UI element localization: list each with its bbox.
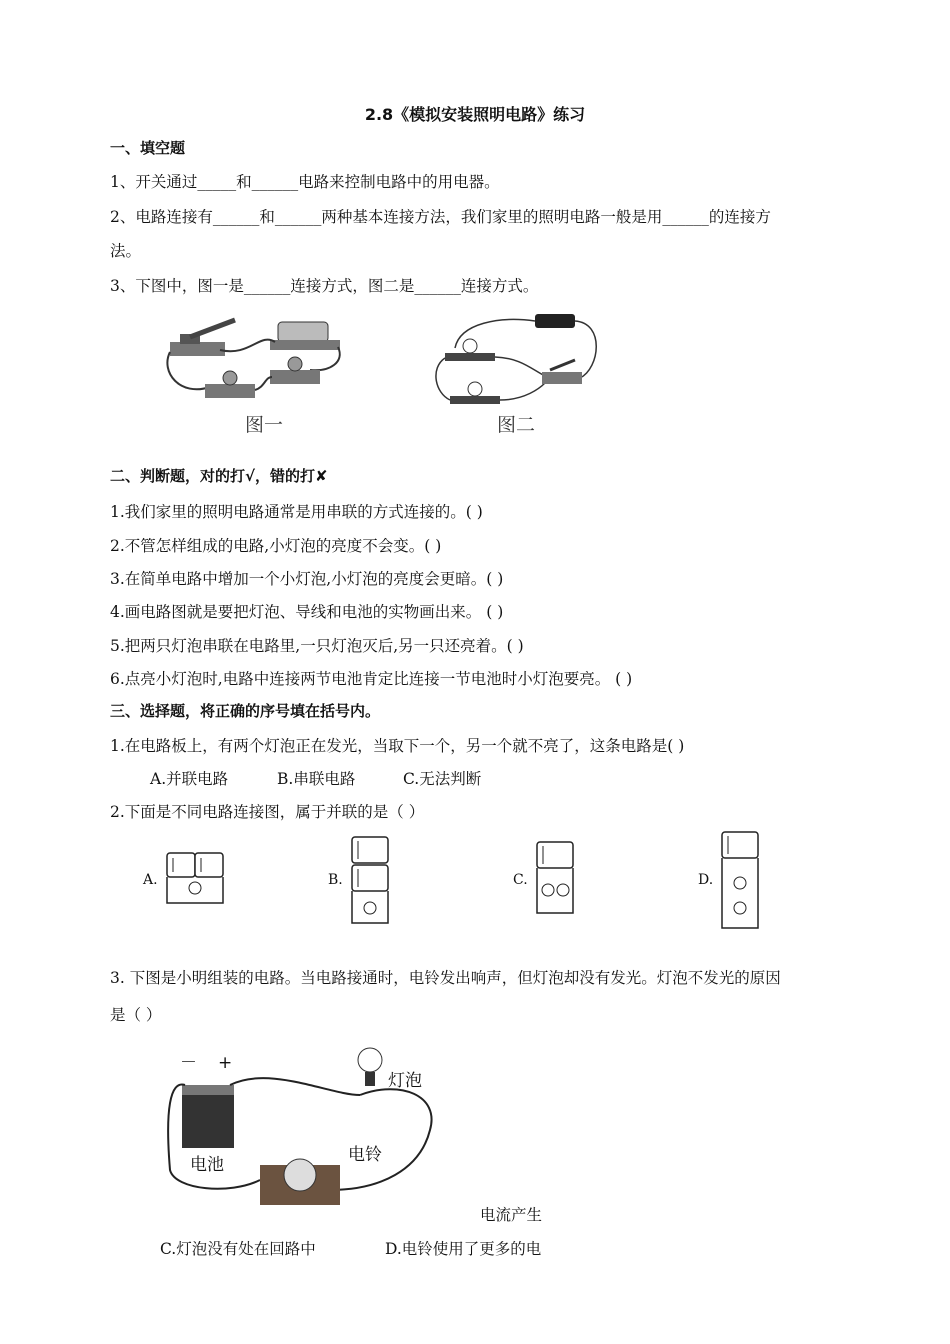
figure-two-caption: 图二 <box>497 414 536 436</box>
diagram-c <box>533 838 578 918</box>
figure-one-series-circuit <box>160 312 350 412</box>
bell-label: 电铃 <box>348 1145 382 1165</box>
choice-question-3-cont: 是（ ） <box>110 1006 162 1024</box>
diagram-c-label: C. <box>513 872 528 888</box>
choice-3-option-c: C.灯泡没有处在回路中 <box>160 1240 316 1258</box>
diagram-b-label: B. <box>328 872 343 888</box>
battery-label: 电池 <box>190 1155 224 1175</box>
figure-three-circuit <box>160 1040 460 1210</box>
choice-1-option-b: B.串联电路 <box>277 770 356 788</box>
fill-question-1: 1、开关通过_____和______电路来控制电路中的用电器。 <box>110 173 500 191</box>
diagram-a-label: A. <box>143 872 158 888</box>
choice-3-partial-option: 电流产生 <box>480 1206 543 1224</box>
figure-two-parallel-circuit <box>430 308 610 413</box>
choice-3-option-d: D.电铃使用了更多的电 <box>385 1240 542 1258</box>
choice-1-option-a: A.并联电路 <box>150 770 229 788</box>
page-title: 2.8《模拟安装照明电路》练习 <box>364 105 586 124</box>
choice-question-3: 3. 下图是小明组装的电路。当电路接通时，电铃发出响声，但灯泡却没有发光。灯泡不发光的原因 <box>110 969 781 987</box>
choice-question-1: 1.在电路板上，有两个灯泡正在发光，当取下一个，另一个就不亮了，这条电路是( ) <box>110 737 685 755</box>
choice-question-2: 2.下面是不同电路连接图，属于并联的是（ ） <box>110 803 425 821</box>
judge-item-2: 2.不管怎样组成的电路,小灯泡的亮度不会变。( ) <box>110 537 442 555</box>
diagram-a <box>163 848 228 908</box>
battery-plus-label: + <box>218 1053 233 1073</box>
diagram-d <box>718 828 763 933</box>
section1-heading: 一、填空题 <box>110 139 186 157</box>
section3-heading: 三、选择题，将正确的序号填在括号内。 <box>110 702 381 720</box>
fill-question-2-cont: 法。 <box>110 242 142 260</box>
judge-item-6: 6.点亮小灯泡时,电路中连接两节电池肯定比连接一节电池时小灯泡要亮。 ( ) <box>110 670 633 688</box>
fill-question-2: 2、电路连接有______和______两种基本连接方法，我们家里的照明电路一般是用______的连接方 <box>110 208 771 226</box>
judge-item-5: 5.把两只灯泡串联在电路里,一只灯泡灭后,另一只还亮着。( ) <box>110 637 524 655</box>
bulb-label: 灯泡 <box>388 1071 422 1091</box>
section2-heading: 二、判断题，对的打√，错的打✘ <box>110 467 328 485</box>
diagram-d-label: D. <box>698 872 714 888</box>
fill-question-3: 3、下图中，图一是______连接方式，图二是______连接方式。 <box>110 277 539 295</box>
choice-1-option-c: C.无法判断 <box>403 770 482 788</box>
figure-one-caption: 图一 <box>245 414 284 436</box>
diagram-b <box>348 833 393 928</box>
judge-item-4: 4.画电路图就是要把灯泡、导线和电池的实物画出来。 ( ) <box>110 603 504 621</box>
judge-item-1: 1.我们家里的照明电路通常是用串联的方式连接的。( ) <box>110 503 483 521</box>
battery-minus-label: － <box>180 1053 197 1073</box>
judge-item-3: 3.在简单电路中增加一个小灯泡,小灯泡的亮度会更暗。( ) <box>110 570 504 588</box>
